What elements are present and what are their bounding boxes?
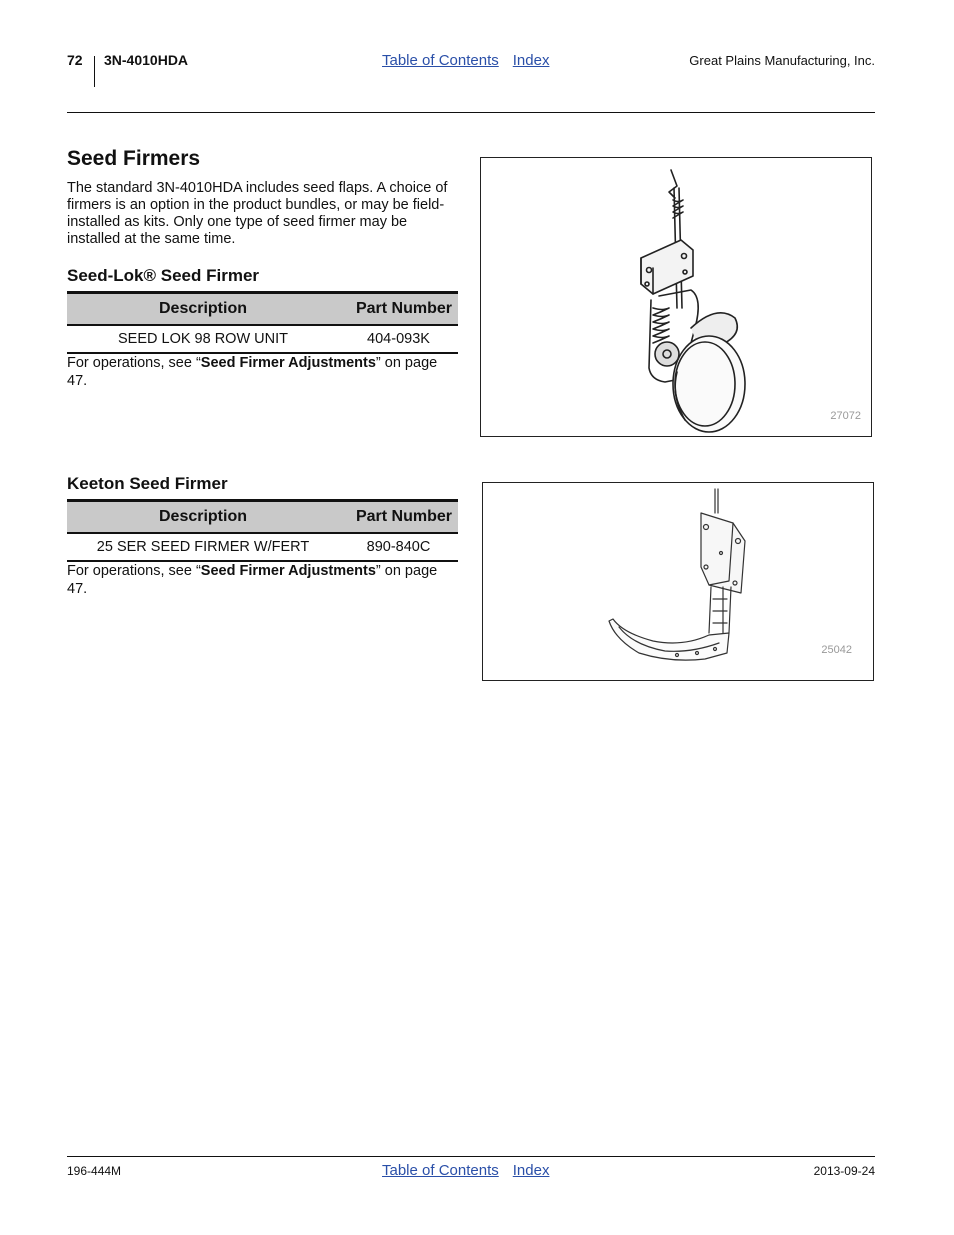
table-header-row xyxy=(67,501,458,534)
keeton-note xyxy=(67,562,459,598)
column-header-part-number: Part Number xyxy=(339,501,458,534)
keeton-figure-number: 25042 xyxy=(821,644,852,656)
seedlok-figure-number: 27072 xyxy=(830,410,861,422)
page-number: 72 xyxy=(67,52,83,68)
seedlok-figure xyxy=(480,157,872,437)
company-name: Great Plains Manufacturing, Inc. xyxy=(689,53,875,68)
seedlok-adjustments-link[interactable]: Seed Firmer Adjustments xyxy=(200,355,376,371)
seedlok-firmer-drawing xyxy=(481,158,871,436)
keeton-parts-table xyxy=(67,499,458,562)
keeton-heading: Keeton Seed Firmer xyxy=(67,474,228,493)
note-prefix: For operations, see “ xyxy=(67,563,201,579)
column-header-description: Description xyxy=(67,501,339,534)
row-description: SEED LOK 98 ROW UNIT xyxy=(67,325,339,353)
table-row xyxy=(67,533,458,561)
seedlok-heading: Seed-Lok® Seed Firmer xyxy=(67,266,260,285)
header-nav xyxy=(382,52,563,69)
footer-nav xyxy=(382,1162,563,1179)
header-divider xyxy=(94,56,95,87)
note-prefix: For operations, see “ xyxy=(67,355,201,371)
note-suffix: ” on page 47. xyxy=(67,563,438,597)
header-index-link[interactable]: Index xyxy=(512,52,550,69)
keeton-firmer-drawing xyxy=(483,483,873,680)
note-suffix: ” on page 47. xyxy=(67,355,438,389)
seedlok-parts-table xyxy=(67,291,458,354)
column-header-description: Description xyxy=(67,293,339,326)
page-title: Seed Firmers xyxy=(67,147,201,170)
table-header-row xyxy=(67,293,458,326)
footer-index-link[interactable]: Index xyxy=(512,1162,550,1179)
row-part-number: 404-093K xyxy=(339,325,458,353)
header-toc-link[interactable]: Table of Contents xyxy=(382,52,499,69)
column-header-part-number: Part Number xyxy=(339,293,458,326)
footer-rule xyxy=(67,1156,875,1157)
doc-number: 196-444M xyxy=(67,1164,122,1178)
header-rule xyxy=(67,112,875,113)
keeton-adjustments-link[interactable]: Seed Firmer Adjustments xyxy=(200,563,376,579)
seedlok-note xyxy=(67,354,459,390)
keeton-figure xyxy=(482,482,874,681)
publication-date: 2013-09-24 xyxy=(813,1164,875,1178)
footer-toc-link[interactable]: Table of Contents xyxy=(382,1162,499,1179)
row-description: 25 SER SEED FIRMER W/FERT xyxy=(67,533,339,561)
row-part-number: 890-840C xyxy=(339,533,458,561)
model-name: 3N-4010HDA xyxy=(104,52,189,68)
table-row xyxy=(67,325,458,353)
intro-paragraph: The standard 3N-4010HDA includes seed flaps. A choice of firmers is an option in the product bundles, or may be field-installed as kits. Only one type of seed firmer may be installed at the same time. xyxy=(67,180,448,247)
